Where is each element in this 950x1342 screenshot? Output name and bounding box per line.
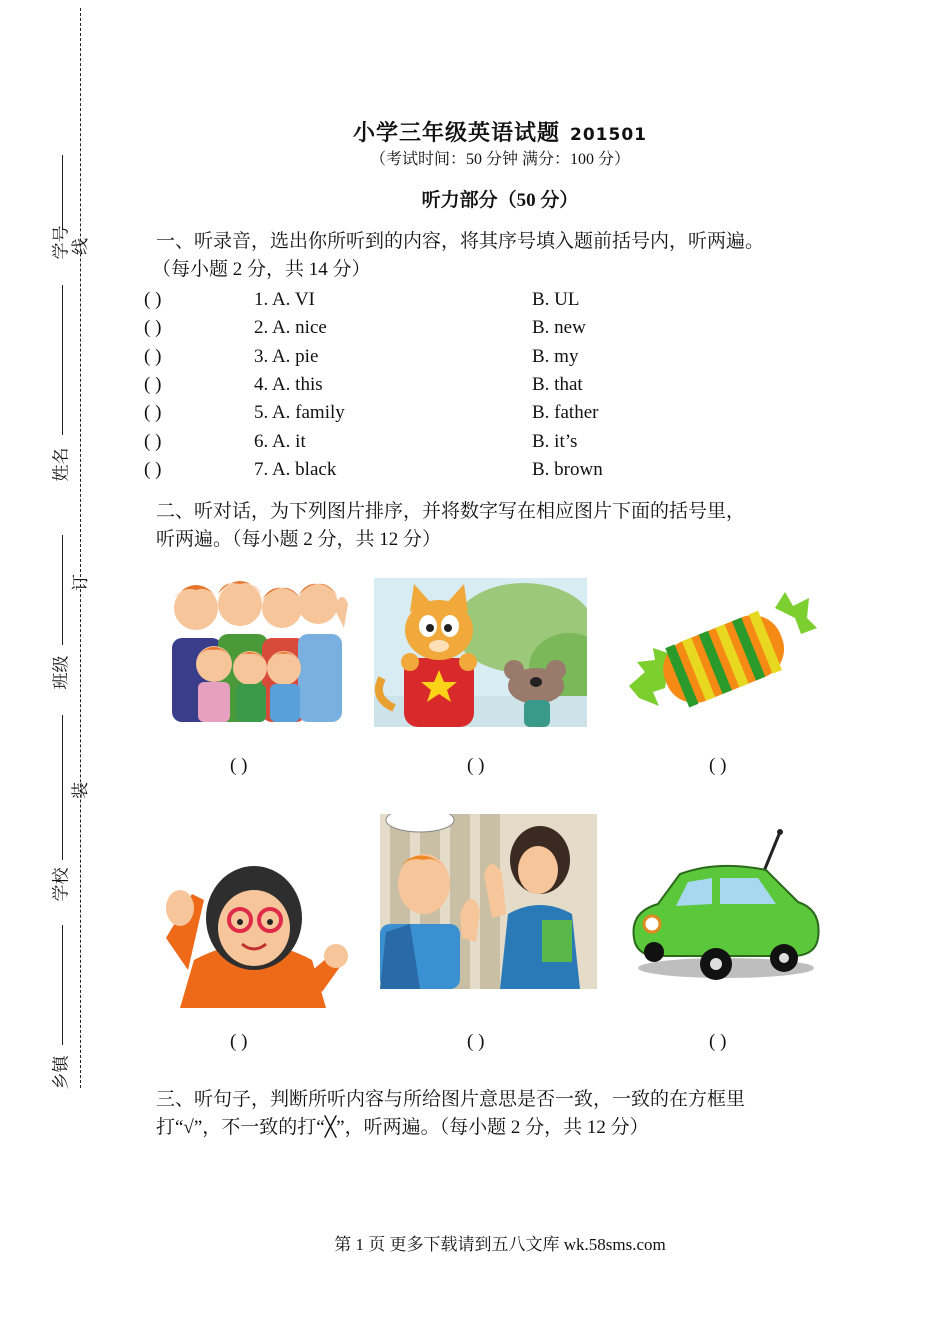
question-row (144, 314, 664, 342)
question-row (144, 399, 664, 427)
line-mark: 线 (71, 238, 90, 255)
option-b: B. that (532, 373, 583, 395)
question-row (144, 456, 664, 484)
option-b: B. it’s (532, 430, 578, 452)
question-row (144, 428, 664, 456)
exam-code: 201501 (570, 125, 647, 145)
part2-instruction-line2: 听两遍。（每小题 2 分，共 12 分） (156, 529, 442, 550)
town-line (62, 925, 63, 1045)
option-a: 3. A. pie (254, 345, 319, 367)
answer-bracket-4[interactable]: ( ) (230, 1031, 248, 1052)
bind-mark: 订 (71, 574, 90, 591)
class-label: 班级 (51, 655, 71, 690)
answer-bracket-6[interactable]: ( ) (709, 1031, 727, 1052)
option-b: B. brown (532, 458, 603, 480)
page-footer: 第 1 页 更多下载请到五八文库 wk.58sms.com (334, 1235, 666, 1254)
option-a: 7. A. black (254, 458, 337, 480)
answer-bracket[interactable]: ( ) (144, 458, 162, 480)
question-row (144, 371, 664, 399)
part1-score: （每小题 2 分，共 14 分） (152, 259, 371, 280)
candy-picture (625, 588, 817, 718)
part3-instruction-line1: 三、听句子，判断所听内容与所给图片意思是否一致，一致的在方框里 (156, 1089, 746, 1110)
option-a: 2. A. nice (254, 317, 327, 339)
part2-instruction-line1: 二、听对话，为下列图片排序，并将数字写在相应图片下面的括号里， (156, 501, 746, 522)
question-row (144, 343, 664, 371)
answer-bracket[interactable]: ( ) (144, 345, 162, 367)
student-id-label: 学号 (51, 225, 71, 260)
town-label: 乡镇 (51, 1055, 71, 1090)
answer-bracket-1[interactable]: ( ) (230, 755, 248, 776)
answer-bracket-5[interactable]: ( ) (467, 1031, 485, 1052)
option-a: 6. A. it (254, 430, 306, 452)
answer-bracket[interactable]: ( ) (144, 289, 162, 310)
class-line (62, 535, 63, 645)
exam-subtitle: （考试时间：50 分钟 满分：100 分） (369, 151, 630, 168)
part1-instruction: 一、听录音，选出你所听到的内容，将其序号填入题前括号内，听两遍。 (156, 231, 765, 252)
install-mark: 装 (71, 782, 90, 799)
option-a: 1. A. VI (254, 289, 315, 310)
section-title: 听力部分（50 分） (421, 190, 579, 211)
name-label: 姓名 (51, 447, 71, 482)
part3-instruction-line2: 打“√”，不一致的打“╳”，听两遍。（每小题 2 分，共 12 分） (156, 1117, 649, 1138)
family-picture (158, 568, 350, 724)
option-b: B. my (532, 345, 579, 367)
school-line (62, 715, 63, 860)
option-a: 5. A. family (254, 402, 345, 424)
answer-bracket-2[interactable]: ( ) (467, 755, 485, 776)
exam-title (0, 116, 950, 147)
option-b: B. UL (532, 289, 580, 310)
option-b: B. father (532, 402, 599, 424)
green-car-picture (626, 826, 824, 988)
answer-bracket[interactable]: ( ) (144, 373, 162, 395)
name-line (62, 285, 63, 435)
cat-and-mouse-picture (374, 578, 587, 727)
answer-bracket[interactable]: ( ) (144, 402, 162, 424)
question-row (144, 286, 664, 314)
answer-bracket[interactable]: ( ) (144, 430, 162, 452)
option-b: B. new (532, 317, 586, 339)
answer-bracket[interactable]: ( ) (144, 317, 162, 339)
answer-bracket-3[interactable]: ( ) (709, 755, 727, 776)
boy-and-teacher-picture (380, 814, 597, 989)
option-a: 4. A. this (254, 373, 323, 395)
girl-with-glasses-picture (158, 842, 348, 1008)
binding-dashed-line (80, 8, 81, 1088)
school-label: 学校 (51, 867, 71, 902)
exam-title-text: 小学三年级英语试题 (353, 121, 561, 146)
